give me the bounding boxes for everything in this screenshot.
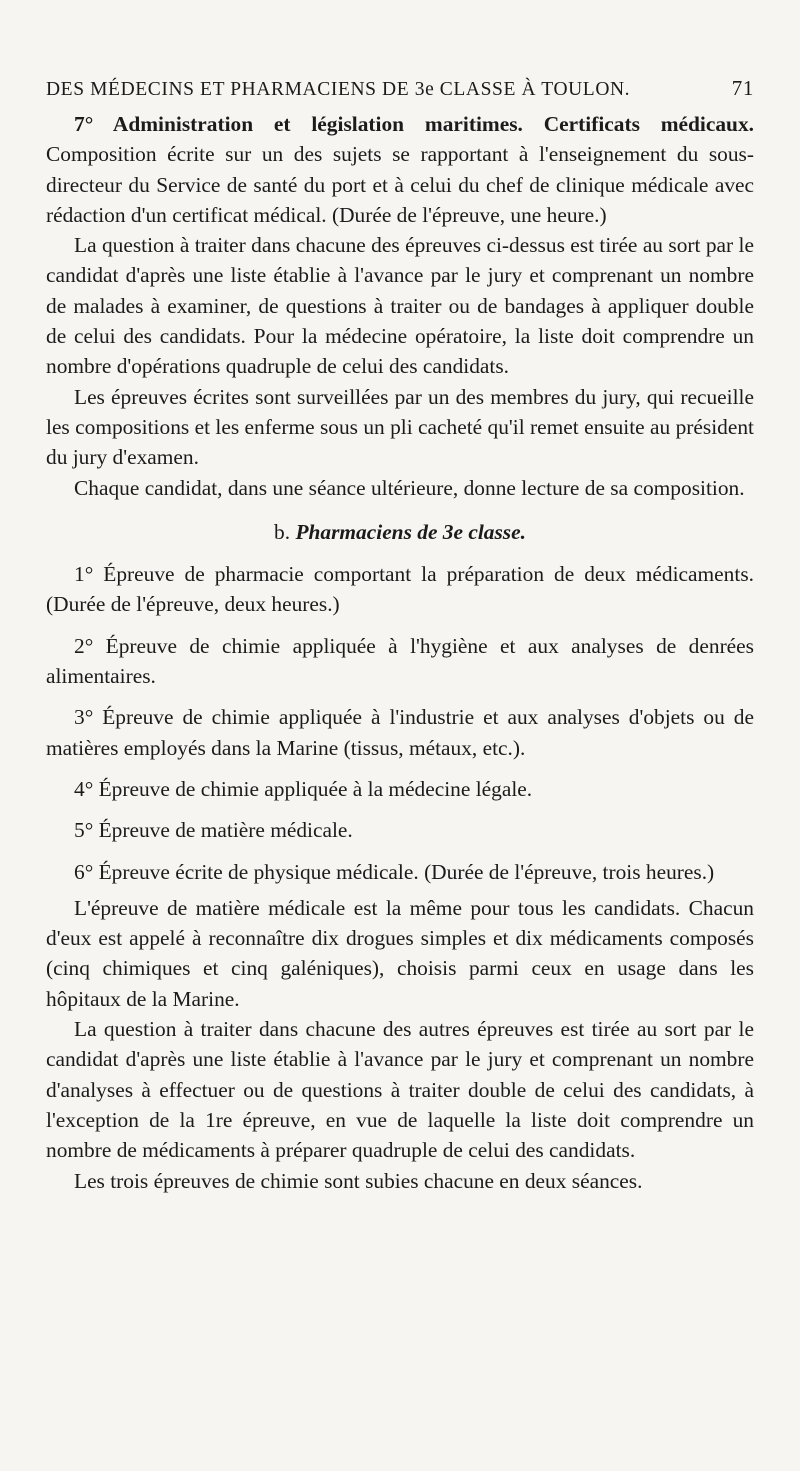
list-item: 6° Épreuve écrite de physique médicale. (Durée de l'épreuve, trois heures.) [74, 859, 715, 884]
paragraph-chimie: Les trois épreuves de chimie sont subies chacune en deux séances. [74, 1168, 643, 1193]
section-b-heading [46, 517, 754, 547]
item-7 [46, 109, 754, 230]
paragraph-question: La question à traiter dans chacune des autres épreuves est tirée au sort par le candidat d'après une liste établie à l'avance par le jury et comprenant un nombre d'analyses à effectuer ou de questions à traiter double de celui des candidats, à l'exception de la 1re épreuve, en vue de laquelle la liste doit comprendre un nombre de médicaments à préparer quadruple de celui des candidats. [46, 1017, 754, 1163]
list-item: 5° Épreuve de matière médicale. [74, 818, 353, 843]
section-b-title: Pharmaciens de 3e classe. [295, 519, 526, 544]
paragraph-tirage: La question à traiter dans chacune des épreuves ci-dessus est tirée au sort par le candidat d'après une liste établie à l'avance par le jury et comprenant un nombre de malades à examiner, de questions à traiter ou de bandages à appliquer double de celui des candidats. Pour la médecine opératoire, la liste doit comprendre un nombre d'opérations quadruple de celui des candidats. [46, 233, 754, 379]
list-item: 1° Épreuve de pharmacie comportant la préparation de deux médicaments. (Durée de l'épreuve, deux heures.) [46, 562, 754, 617]
list-item: 3° Épreuve de chimie appliquée à l'industrie et aux analyses d'objets ou de matières employés dans la Marine (tissus, métaux, etc.). [46, 705, 754, 760]
paragraph-surveillance: Les épreuves écrites sont surveillées par un des membres du jury, qui recueille les compositions et les enferme sous un pli cacheté qu'il remet ensuite au président du jury d'examen. [46, 384, 754, 470]
paragraph-matiere-medicale: L'épreuve de matière médicale est la même pour tous les candidats. Chacun d'eux est appelé à reconnaître dix drogues simples et dix médicaments composés (cinq chimiques et cinq galéniques), choisis parmi ceux en usage dans les hôpitaux de la Marine. [46, 895, 754, 1011]
page-number: 71 [731, 76, 754, 100]
paragraph-lecture: Chaque candidat, dans une séance ultérieure, donne lecture de sa composition. [74, 475, 745, 500]
running-title: DES MÉDECINS ET PHARMACIENS DE 3e CLASSE À TOULON. [46, 79, 631, 100]
item-7-text: Composition écrite sur un des sujets se rapportant à l'enseignement du sous-directeur du Service de santé du port et à celui du chef de clinique médicale avec rédaction d'un certificat médical. (Durée de l'épreuve, une heure.) [46, 142, 754, 227]
item-7-label: 7° Administration et législation maritimes. Certificats médicaux. [74, 112, 754, 136]
section-b-prefix: b. [274, 519, 291, 544]
page-body [46, 76, 754, 1196]
running-head [46, 76, 754, 101]
list-item: 4° Épreuve de chimie appliquée à la médecine légale. [74, 776, 533, 801]
list-item: 2° Épreuve de chimie appliquée à l'hygiène et aux analyses de denrées alimentaires. [46, 633, 754, 689]
